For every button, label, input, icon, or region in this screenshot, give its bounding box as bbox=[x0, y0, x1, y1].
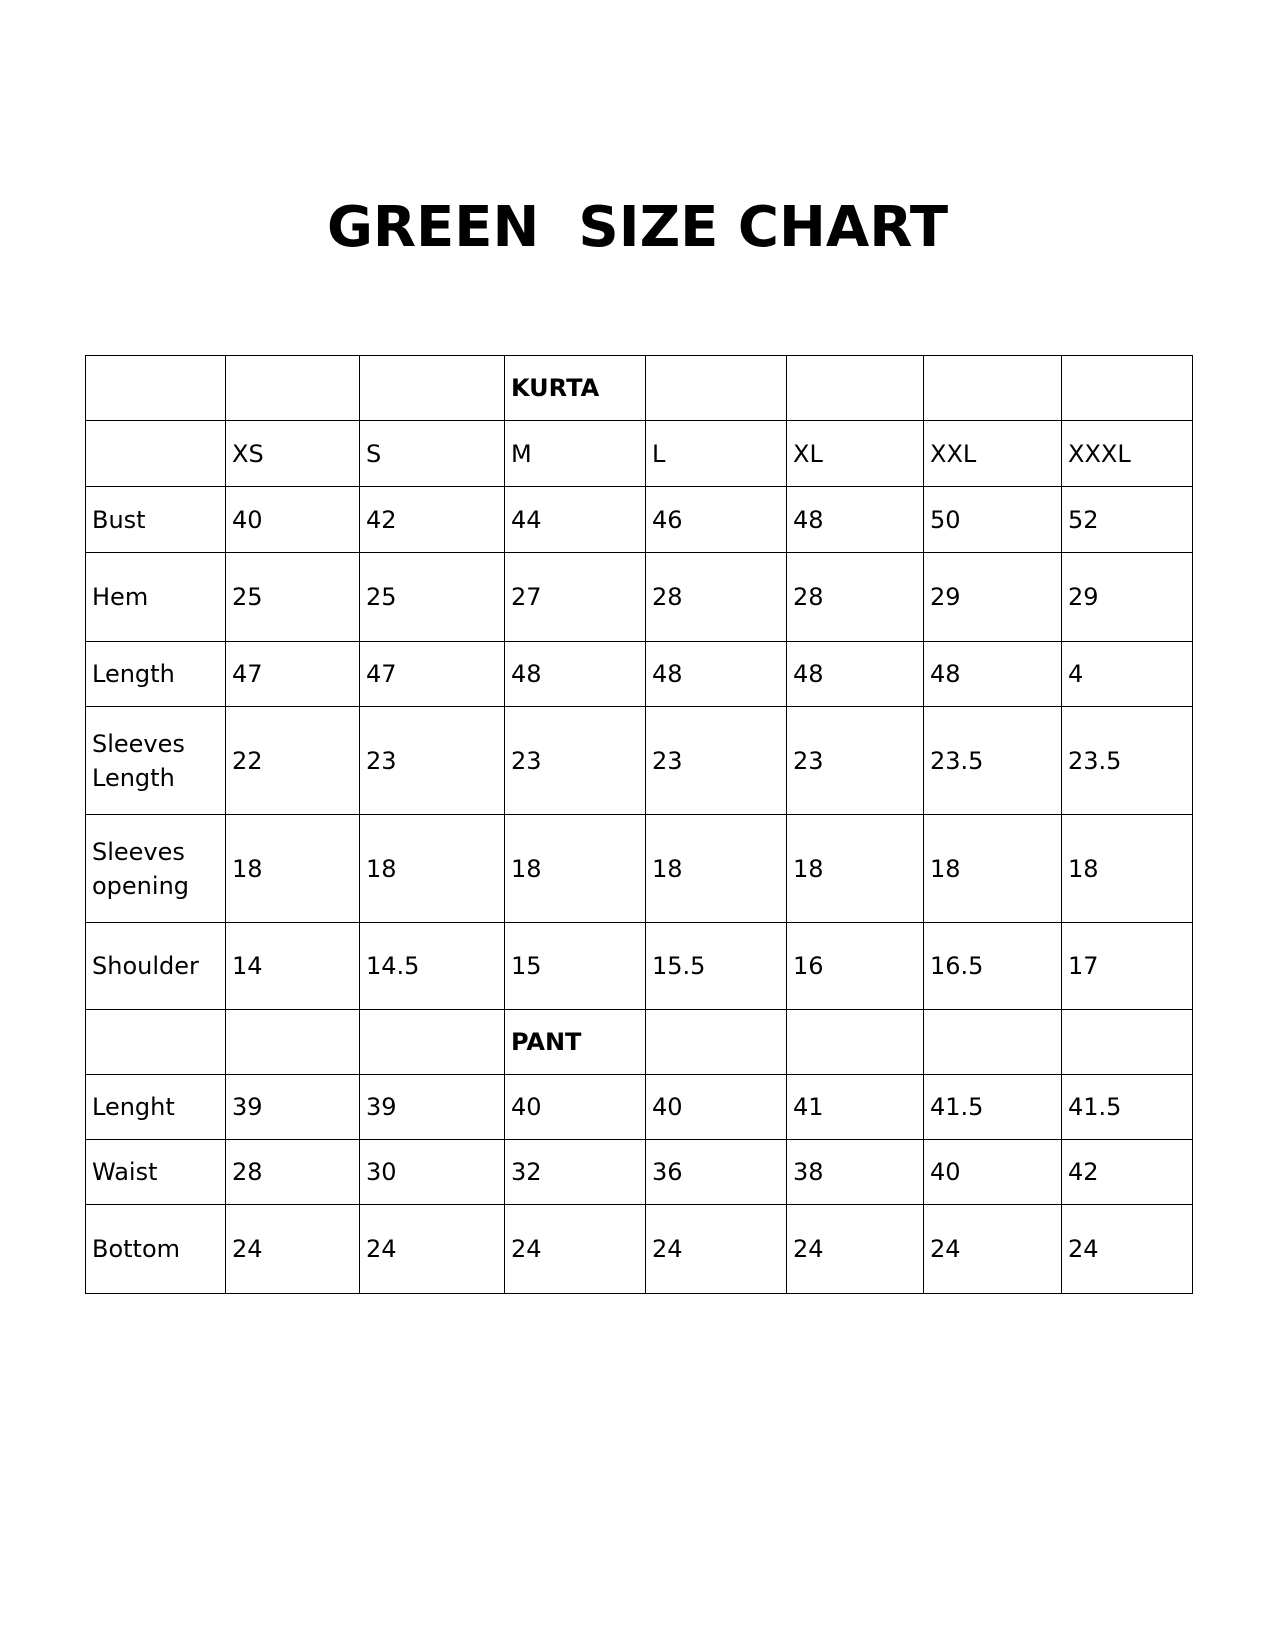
table-cell: 46 bbox=[646, 487, 787, 553]
pant-section-row bbox=[86, 1010, 1193, 1075]
table-cell-empty bbox=[86, 356, 226, 421]
table-cell: 18 bbox=[505, 815, 646, 923]
table-cell: 28 bbox=[646, 553, 787, 642]
table-cell: 18 bbox=[646, 815, 787, 923]
table-cell: 48 bbox=[646, 642, 787, 707]
table-cell: 24 bbox=[924, 1205, 1062, 1294]
table-cell-empty bbox=[646, 356, 787, 421]
pant-section-label: PANT bbox=[505, 1010, 646, 1075]
table-cell-empty bbox=[787, 1010, 924, 1075]
table-cell: 40 bbox=[505, 1075, 646, 1140]
table-row bbox=[86, 642, 1193, 707]
table-cell: 24 bbox=[787, 1205, 924, 1294]
table-cell: 50 bbox=[924, 487, 1062, 553]
table-cell: 28 bbox=[787, 553, 924, 642]
table-cell: 24 bbox=[360, 1205, 505, 1294]
size-header-xs: XS bbox=[226, 421, 360, 487]
table-cell: 23.5 bbox=[924, 707, 1062, 815]
size-chart-table bbox=[85, 355, 1193, 1294]
table-row bbox=[86, 1075, 1193, 1140]
table-cell: 18 bbox=[226, 815, 360, 923]
table-cell: 42 bbox=[360, 487, 505, 553]
table-cell-empty bbox=[86, 421, 226, 487]
table-cell: 42 bbox=[1062, 1140, 1193, 1205]
table-cell: 52 bbox=[1062, 487, 1193, 553]
table-cell-empty bbox=[1062, 1010, 1193, 1075]
kurta-section-row bbox=[86, 356, 1193, 421]
table-cell-empty bbox=[924, 1010, 1062, 1075]
row-label: Shoulder bbox=[86, 923, 226, 1010]
page-title: GREEN SIZE CHART bbox=[326, 195, 949, 260]
table-cell-empty bbox=[360, 356, 505, 421]
table-cell: 44 bbox=[505, 487, 646, 553]
table-cell: 38 bbox=[787, 1140, 924, 1205]
row-label: Length bbox=[86, 642, 226, 707]
table-cell: 24 bbox=[646, 1205, 787, 1294]
table-cell: 27 bbox=[505, 553, 646, 642]
table-cell-empty bbox=[86, 1010, 226, 1075]
row-label: Sleeves opening bbox=[86, 815, 226, 923]
table-cell: 25 bbox=[226, 553, 360, 642]
table-cell: 40 bbox=[924, 1140, 1062, 1205]
table-cell: 41 bbox=[787, 1075, 924, 1140]
table-cell: 14 bbox=[226, 923, 360, 1010]
table-cell: 29 bbox=[924, 553, 1062, 642]
table-row bbox=[86, 1205, 1193, 1294]
table-cell: 15.5 bbox=[646, 923, 787, 1010]
size-header-row bbox=[86, 421, 1193, 487]
kurta-section-label: KURTA bbox=[505, 356, 646, 421]
table-cell: 48 bbox=[505, 642, 646, 707]
table-cell-empty bbox=[360, 1010, 505, 1075]
table-cell: 29 bbox=[1062, 553, 1193, 642]
table-cell: 40 bbox=[646, 1075, 787, 1140]
row-label: Bottom bbox=[86, 1205, 226, 1294]
table-cell: 39 bbox=[226, 1075, 360, 1140]
table-cell-empty bbox=[226, 1010, 360, 1075]
table-cell: 18 bbox=[360, 815, 505, 923]
table-cell: 24 bbox=[1062, 1205, 1193, 1294]
table-cell-empty bbox=[1062, 356, 1193, 421]
table-cell: 16 bbox=[787, 923, 924, 1010]
table-cell: 47 bbox=[360, 642, 505, 707]
table-cell: 25 bbox=[360, 553, 505, 642]
table-cell: 18 bbox=[1062, 815, 1193, 923]
table-cell: 39 bbox=[360, 1075, 505, 1140]
table-cell-empty bbox=[787, 356, 924, 421]
table-cell: 24 bbox=[226, 1205, 360, 1294]
size-header-l: L bbox=[646, 421, 787, 487]
table-cell: 30 bbox=[360, 1140, 505, 1205]
table-cell: 16.5 bbox=[924, 923, 1062, 1010]
table-cell: 28 bbox=[226, 1140, 360, 1205]
table-cell-empty bbox=[924, 356, 1062, 421]
table-cell: 23 bbox=[360, 707, 505, 815]
table-cell: 22 bbox=[226, 707, 360, 815]
table-cell-empty bbox=[226, 356, 360, 421]
table-row bbox=[86, 1140, 1193, 1205]
table-cell: 41.5 bbox=[924, 1075, 1062, 1140]
table-row bbox=[86, 707, 1193, 815]
table-cell: 23 bbox=[646, 707, 787, 815]
table-row bbox=[86, 487, 1193, 553]
table-cell: 24 bbox=[505, 1205, 646, 1294]
size-header-xl: XL bbox=[787, 421, 924, 487]
table-cell: 40 bbox=[226, 487, 360, 553]
table-cell: 41.5 bbox=[1062, 1075, 1193, 1140]
table-row bbox=[86, 923, 1193, 1010]
table-cell: 48 bbox=[787, 642, 924, 707]
row-label: Waist bbox=[86, 1140, 226, 1205]
table-cell: 36 bbox=[646, 1140, 787, 1205]
row-label: Lenght bbox=[86, 1075, 226, 1140]
table-cell: 23.5 bbox=[1062, 707, 1193, 815]
table-cell: 18 bbox=[787, 815, 924, 923]
size-header-s: S bbox=[360, 421, 505, 487]
table-row bbox=[86, 553, 1193, 642]
table-cell: 4 bbox=[1062, 642, 1193, 707]
row-label: Sleeves Length bbox=[86, 707, 226, 815]
row-label: Hem bbox=[86, 553, 226, 642]
table-cell: 23 bbox=[787, 707, 924, 815]
table-cell-empty bbox=[646, 1010, 787, 1075]
size-header-m: M bbox=[505, 421, 646, 487]
table-cell: 18 bbox=[924, 815, 1062, 923]
table-cell: 23 bbox=[505, 707, 646, 815]
table-cell: 17 bbox=[1062, 923, 1193, 1010]
row-label: Bust bbox=[86, 487, 226, 553]
table-cell: 47 bbox=[226, 642, 360, 707]
table-cell: 32 bbox=[505, 1140, 646, 1205]
table-cell: 14.5 bbox=[360, 923, 505, 1010]
table-cell: 48 bbox=[787, 487, 924, 553]
size-header-xxxl: XXXL bbox=[1062, 421, 1193, 487]
table-cell: 48 bbox=[924, 642, 1062, 707]
size-header-xxl: XXL bbox=[924, 421, 1062, 487]
table-row bbox=[86, 815, 1193, 923]
table-cell: 15 bbox=[505, 923, 646, 1010]
